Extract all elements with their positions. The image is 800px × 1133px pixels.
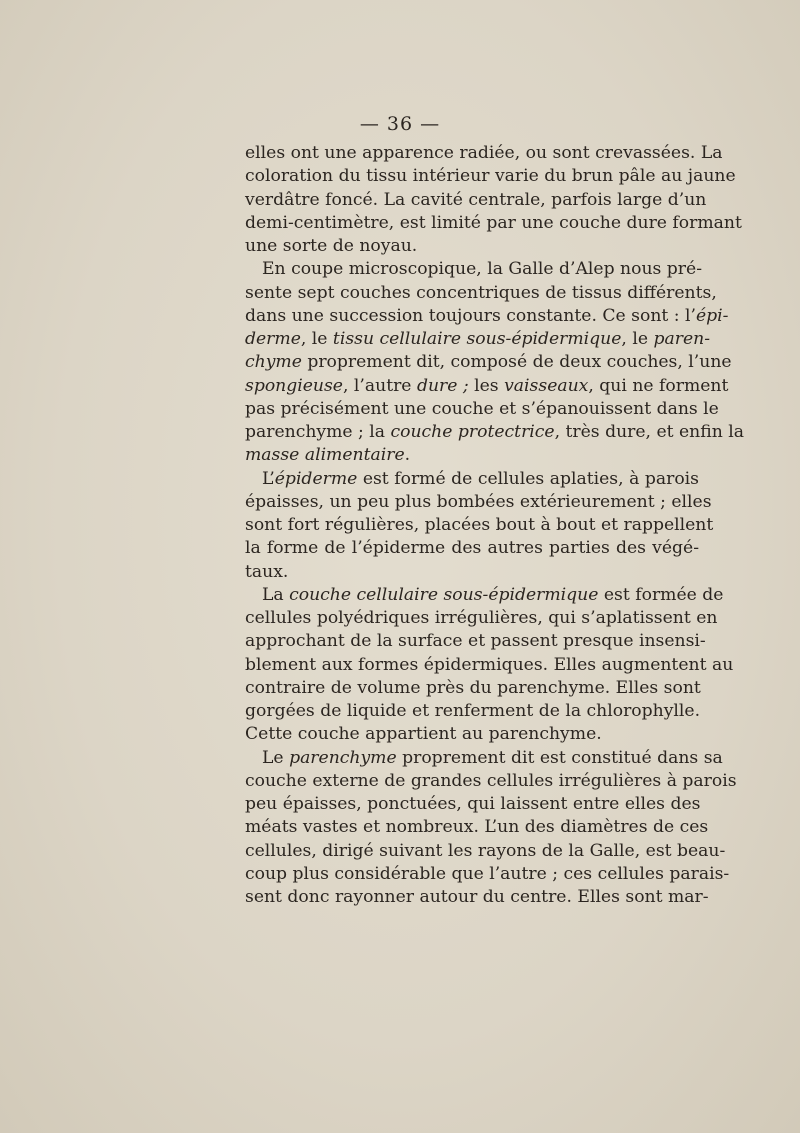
text-segment: Cette couche appartient au parenchyme.	[245, 724, 602, 745]
text-line	[245, 537, 699, 560]
text-segment: une sorte de noyau.	[245, 236, 418, 256]
text-segment: gorgées de liquide et renferment de la chlorophylle.	[245, 701, 701, 721]
text-segment: .	[404, 445, 411, 466]
text-segment: la forme de l’épiderme des autres parties des végé-	[245, 538, 699, 559]
text-segment: est formée de	[598, 584, 724, 605]
text-line	[245, 282, 717, 305]
text-segment: , le	[621, 329, 654, 349]
text-line	[245, 514, 714, 537]
text-segment: épaisses, un peu plus bombées extérieurement ; elles	[245, 491, 712, 512]
italic-term: tissu cellulaire sous-épidermique	[332, 329, 622, 349]
text-line	[245, 886, 709, 909]
page-number: — 36 —	[359, 113, 441, 135]
text-segment: elles ont une apparence radiée, ou sont crevassées. La	[245, 143, 723, 163]
text-segment: taux.	[245, 561, 289, 582]
text-segment: demi-centimètre, est limité par une couche dure formant	[245, 212, 742, 233]
text-segment: blement aux formes épidermiques. Elles augmentent au	[245, 654, 734, 675]
text-line	[245, 584, 724, 607]
text-segment: La	[262, 584, 290, 605]
italic-term: paren-	[653, 329, 710, 349]
text-line	[245, 305, 729, 328]
text-segment: méats vastes et nombreux. L’un des diamètres de ces	[245, 817, 709, 838]
text-line	[245, 816, 709, 839]
text-segment: En coupe microscopique, la Galle d’Alep nous pré-	[262, 259, 703, 280]
text-segment: sente sept couches concentriques de tissus différents,	[245, 282, 717, 303]
text-line	[245, 840, 726, 863]
text-line	[245, 235, 699, 258]
text-segment: sent donc rayonner autour du centre. Elles sont mar-	[245, 887, 709, 907]
text-segment: couche externe de grandes cellules irrégulières à parois	[245, 770, 737, 791]
text-segment: , très dure, et enfin la	[554, 422, 744, 442]
text-line	[245, 723, 699, 746]
italic-term: couche cellulaire sous-épidermique	[289, 584, 599, 605]
text-line	[245, 561, 699, 584]
text-segment: contraire de volume près du parenchyme. Elles sont	[245, 677, 701, 698]
italic-term: épi-	[695, 305, 729, 326]
text-segment: peu épaisses, ponctuées, qui laissent entre elles des	[245, 794, 701, 814]
text-line	[245, 142, 723, 165]
body-text	[245, 142, 744, 909]
italic-term: épiderme	[274, 468, 358, 489]
text-line	[245, 328, 710, 351]
text-segment: les	[468, 375, 505, 396]
text-line	[245, 468, 699, 491]
italic-term: couche protectrice	[390, 422, 555, 442]
text-segment: , le	[300, 329, 333, 349]
text-line	[245, 258, 703, 281]
text-segment: approchant de la surface et passent presque insensi-	[245, 631, 706, 652]
italic-term: parenchyme	[289, 747, 397, 768]
text-segment: pas précisément une couche et s’épanouissent dans le	[245, 398, 719, 419]
text-line	[245, 677, 699, 700]
text-segment: sont fort régulières, placées bout à bout et rappellent	[245, 515, 714, 535]
text-line	[245, 398, 719, 421]
text-line	[245, 747, 723, 770]
text-line	[245, 375, 729, 398]
text-line	[245, 421, 744, 444]
text-line	[245, 770, 737, 793]
text-segment: verdâtre foncé. La cavité centrale, parfois large d’un	[245, 189, 707, 210]
text-segment: proprement dit, composé de deux couches, l’une	[301, 352, 732, 373]
text-segment: coup plus considérable que l’autre ; ces cellules parais-	[245, 863, 730, 884]
text-segment: coloration du tissu intérieur varie du brun pâle au jaune	[245, 166, 736, 187]
italic-term: spongieuse	[245, 375, 343, 396]
text-line	[245, 700, 699, 723]
text-line	[245, 607, 718, 630]
italic-term: dure ;	[416, 375, 469, 396]
text-line	[245, 491, 712, 514]
text-segment: , l’autre	[342, 375, 417, 396]
text-line	[245, 165, 736, 188]
italic-term: chyme	[245, 352, 302, 373]
text-segment: cellules, dirigé suivant les rayons de la Galle, est beau-	[245, 840, 726, 861]
italic-term: masse alimentaire	[245, 445, 405, 466]
text-line	[245, 863, 730, 886]
italic-term: derme	[245, 329, 301, 349]
text-line	[245, 630, 706, 653]
text-segment: L’	[262, 468, 275, 489]
text-segment: Le	[262, 747, 290, 768]
text-line	[245, 654, 734, 677]
text-line	[245, 212, 742, 235]
text-segment: est formé de cellules aplaties, à parois	[357, 468, 699, 489]
text-segment: proprement dit est constitué dans sa	[396, 747, 723, 768]
text-segment: cellules polyédriques irrégulières, qui s’aplatissent en	[245, 608, 718, 628]
text-line	[245, 793, 699, 816]
text-segment: dans une succession toujours constante. Ce sont : l’	[245, 305, 696, 326]
text-segment: , qui ne forment	[588, 375, 729, 396]
italic-term: vaisseaux	[504, 375, 589, 396]
text-segment: parenchyme ; la	[245, 422, 391, 442]
text-line	[245, 351, 732, 374]
text-line	[245, 189, 707, 212]
text-line	[245, 444, 699, 467]
